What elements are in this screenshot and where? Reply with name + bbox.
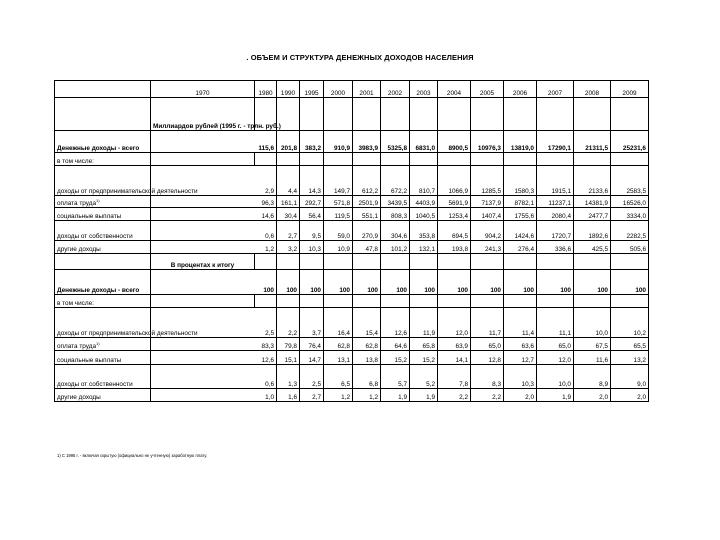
- entrepreneurial-row-pct: [55, 308, 649, 338]
- value-cell: 2,0: [574, 389, 611, 402]
- footnote: 1) С 1995 г. - включая скрытую (официально не учтенную) заработную плату.: [57, 453, 208, 458]
- value-cell: 100: [504, 270, 537, 295]
- value-cell: 2,2: [277, 308, 300, 338]
- value-cell: 12,0: [438, 308, 471, 338]
- value-cell: 1285,5: [471, 166, 504, 196]
- row-label: [55, 351, 151, 365]
- value-cell: 0,6: [151, 365, 277, 389]
- value-cell: 2477,7: [574, 208, 611, 221]
- value-cell: 3,2: [277, 241, 300, 254]
- value-cell: 1720,7: [537, 221, 574, 241]
- year-header: 2009: [611, 81, 649, 98]
- value-cell: 1424,6: [504, 221, 537, 241]
- value-cell: 56,4: [300, 208, 324, 221]
- row-label-text: другие доходы: [57, 246, 101, 253]
- value-cell: 96,3: [151, 196, 277, 208]
- value-cell: 6831,0: [410, 131, 438, 153]
- value-cell: 161,1: [277, 196, 300, 208]
- value-cell: 25231,6: [611, 131, 649, 153]
- value-cell: 1,6: [277, 389, 300, 402]
- value-cell: 292,7: [300, 196, 324, 208]
- year-header: 2001: [353, 81, 381, 98]
- empty-cell: [471, 98, 504, 131]
- value-cell: 13819,0: [504, 131, 537, 153]
- value-cell: 241,3: [471, 241, 504, 254]
- value-cell: 1,0: [151, 389, 277, 402]
- row-label-text: Денежные доходы - всего: [57, 287, 140, 294]
- value-cell: 100: [438, 270, 471, 295]
- value-cell: 2,0: [611, 389, 649, 402]
- empty-cell: [438, 153, 471, 166]
- social-row-abs: [55, 208, 649, 221]
- year-header-row: [55, 81, 649, 98]
- empty-cell: [55, 81, 151, 98]
- value-cell: 13,8: [353, 351, 381, 365]
- empty-cell: [277, 295, 300, 308]
- value-cell: 64,6: [381, 338, 410, 351]
- row-label: [55, 308, 198, 338]
- other-row-pct: [55, 389, 649, 402]
- row-label: [55, 196, 151, 208]
- empty-cell: [537, 295, 574, 308]
- value-cell: 5,7: [381, 365, 410, 389]
- value-cell: 17290,1: [537, 131, 574, 153]
- value-cell: 672,2: [381, 166, 410, 196]
- empty-cell: [504, 254, 537, 270]
- value-cell: 2133,6: [574, 166, 611, 196]
- social-row-pct: [55, 351, 649, 365]
- row-label: [55, 131, 151, 153]
- value-cell: 6,5: [324, 365, 353, 389]
- value-cell: 15,2: [410, 351, 438, 365]
- value-cell: 353,8: [410, 221, 438, 241]
- value-cell: 2282,5: [611, 221, 649, 241]
- empty-cell: [381, 153, 410, 166]
- value-cell: 16526,0: [611, 196, 649, 208]
- empty-cell: [255, 254, 277, 270]
- empty-cell: [353, 295, 381, 308]
- value-cell: 100: [471, 270, 504, 295]
- empty-cell: [410, 153, 438, 166]
- year-header: 2000: [324, 81, 353, 98]
- value-cell: 9,5: [300, 221, 324, 241]
- value-cell: 1,2: [151, 241, 277, 254]
- value-cell: 571,8: [324, 196, 353, 208]
- year-header: 2008: [574, 81, 611, 98]
- row-label-text: социальные выплаты: [57, 357, 122, 364]
- value-cell: 1,9: [537, 389, 574, 402]
- empty-cell: [438, 254, 471, 270]
- row-label-text: оплата труда: [57, 200, 97, 207]
- unit-row-1: [55, 98, 649, 131]
- value-cell: 14,6: [151, 208, 277, 221]
- value-cell: 1407,4: [471, 208, 504, 221]
- year-header: 2002: [381, 81, 410, 98]
- in-that-number-row-2-label: в том числе:: [55, 295, 151, 308]
- value-cell: 1,3: [277, 365, 300, 389]
- value-cell: 5,2: [410, 365, 438, 389]
- value-cell: 0,6: [151, 221, 277, 241]
- in-that-number-row-1: [55, 153, 649, 166]
- wages-row-abs: [55, 196, 649, 208]
- unit-label: В процентах к итогу: [151, 254, 255, 270]
- empty-cell: [504, 98, 537, 131]
- in-that-number-row-2: [55, 295, 649, 308]
- empty-cell: [300, 98, 324, 131]
- page-title: . ОБЪЕМ И СТРУКТУРА ДЕНЕЖНЫХ ДОХОДОВ НАСЕЛЕНИЯ: [246, 53, 474, 62]
- value-cell: 3,7: [300, 308, 324, 338]
- in-that-number-row-1-label: в том числе:: [55, 153, 151, 166]
- other-row-abs: [55, 241, 649, 254]
- value-cell: 11,9: [410, 308, 438, 338]
- value-cell: 10,9: [324, 241, 353, 254]
- value-cell: 10,0: [574, 308, 611, 338]
- value-cell: 612,2: [353, 166, 381, 196]
- value-cell: 1,2: [353, 389, 381, 402]
- value-cell: 7137,9: [471, 196, 504, 208]
- value-cell: 1,9: [410, 389, 438, 402]
- value-cell: 1892,6: [574, 221, 611, 241]
- wages-row-pct: [55, 338, 649, 351]
- value-cell: 115,6: [151, 131, 277, 153]
- empty-cell: [471, 153, 504, 166]
- year-header: 1995: [300, 81, 324, 98]
- value-cell: 101,2: [381, 241, 410, 254]
- empty-cell: [438, 98, 471, 131]
- value-cell: 21311,5: [574, 131, 611, 153]
- value-cell: 10,3: [300, 241, 324, 254]
- value-cell: 11,6: [574, 351, 611, 365]
- footnote-marker: 1): [96, 340, 100, 346]
- value-cell: 100: [151, 270, 277, 295]
- value-cell: 65,8: [410, 338, 438, 351]
- value-cell: 8,9: [574, 365, 611, 389]
- total-row-abs: [55, 131, 649, 153]
- value-cell: 3439,5: [381, 196, 410, 208]
- empty-cell: [151, 153, 255, 166]
- value-cell: 9,0: [611, 365, 649, 389]
- value-cell: 62,8: [353, 338, 381, 351]
- empty-cell: [574, 98, 611, 131]
- empty-cell: [574, 153, 611, 166]
- row-label: [55, 241, 151, 254]
- value-cell: 7,8: [438, 365, 471, 389]
- row-label-text: оплата труда: [57, 343, 97, 350]
- value-cell: 904,2: [471, 221, 504, 241]
- value-cell: 551,1: [353, 208, 381, 221]
- empty-cell: [381, 254, 410, 270]
- value-cell: 119,5: [324, 208, 353, 221]
- row-label: [55, 389, 151, 402]
- value-cell: 193,8: [438, 241, 471, 254]
- value-cell: 15,2: [381, 351, 410, 365]
- empty-cell: [471, 254, 504, 270]
- empty-cell: [55, 254, 151, 270]
- property-row-pct: [55, 365, 649, 389]
- value-cell: 47,8: [353, 241, 381, 254]
- value-cell: 11,1: [537, 308, 574, 338]
- row-label-text: доходы от предпринимательской деятельности: [57, 188, 198, 195]
- value-cell: 10,2: [611, 308, 649, 338]
- property-row-abs: [55, 221, 649, 241]
- value-cell: 8782,1: [504, 196, 537, 208]
- value-cell: 1,2: [324, 389, 353, 402]
- row-label-text: социальные выплаты: [57, 213, 122, 220]
- value-cell: 100: [611, 270, 649, 295]
- empty-cell: [611, 98, 649, 131]
- value-cell: 12,7: [504, 351, 537, 365]
- empty-cell: [255, 295, 277, 308]
- year-header: 1970: [151, 81, 255, 98]
- value-cell: 1,9: [381, 389, 410, 402]
- row-label-text: доходы от собственности: [57, 233, 133, 240]
- row-label-text: доходы от собственности: [57, 381, 133, 388]
- empty-cell: [611, 254, 649, 270]
- value-cell: 67,5: [574, 338, 611, 351]
- empty-cell: [504, 295, 537, 308]
- empty-cell: [277, 153, 300, 166]
- value-cell: 2080,4: [537, 208, 574, 221]
- value-cell: 65,0: [471, 338, 504, 351]
- value-cell: 10976,3: [471, 131, 504, 153]
- value-cell: 59,0: [324, 221, 353, 241]
- value-cell: 100: [277, 270, 300, 295]
- value-cell: 270,9: [353, 221, 381, 241]
- empty-cell: [300, 295, 324, 308]
- empty-cell: [324, 153, 353, 166]
- value-cell: 6,8: [353, 365, 381, 389]
- value-cell: 100: [537, 270, 574, 295]
- row-label: [55, 365, 151, 389]
- row-label: [55, 270, 151, 295]
- value-cell: 4,4: [277, 166, 300, 196]
- value-cell: 15,4: [353, 308, 381, 338]
- value-cell: 5691,9: [438, 196, 471, 208]
- value-cell: 65,0: [537, 338, 574, 351]
- value-cell: 276,4: [504, 241, 537, 254]
- empty-cell: [611, 295, 649, 308]
- value-cell: 1755,6: [504, 208, 537, 221]
- empty-cell: [438, 295, 471, 308]
- empty-cell: [410, 254, 438, 270]
- total-row-pct: [55, 270, 649, 295]
- unit-label: Миллиардов рублей (1995 г. - трлн. руб.): [151, 98, 255, 131]
- value-cell: 11237,1: [537, 196, 574, 208]
- value-cell: 2,7: [277, 221, 300, 241]
- empty-cell: [381, 295, 410, 308]
- row-label-text: Денежные доходы - всего: [57, 145, 140, 152]
- empty-cell: [471, 295, 504, 308]
- empty-cell: [381, 98, 410, 131]
- value-cell: 2,7: [300, 389, 324, 402]
- unit-row-2: [55, 254, 649, 270]
- value-cell: 149,7: [324, 166, 353, 196]
- value-cell: 10,0: [537, 365, 574, 389]
- value-cell: 65,5: [611, 338, 649, 351]
- value-cell: 62,8: [324, 338, 353, 351]
- value-cell: 910,9: [324, 131, 353, 153]
- value-cell: 810,7: [410, 166, 438, 196]
- value-cell: 383,2: [300, 131, 324, 153]
- value-cell: 12,0: [537, 351, 574, 365]
- value-cell: 100: [353, 270, 381, 295]
- empty-cell: [324, 295, 353, 308]
- value-cell: 2583,5: [611, 166, 649, 196]
- empty-cell: [537, 254, 574, 270]
- value-cell: 100: [574, 270, 611, 295]
- row-label: [55, 208, 151, 221]
- empty-cell: [353, 153, 381, 166]
- value-cell: 1915,1: [537, 166, 574, 196]
- value-cell: 100: [324, 270, 353, 295]
- year-header: 2007: [537, 81, 574, 98]
- empty-cell: [151, 295, 255, 308]
- income-table: [54, 80, 649, 402]
- value-cell: 63,9: [438, 338, 471, 351]
- value-cell: 2,5: [300, 365, 324, 389]
- value-cell: 4403,9: [410, 196, 438, 208]
- empty-cell: [537, 153, 574, 166]
- year-header: 1980: [255, 81, 277, 98]
- value-cell: 304,6: [381, 221, 410, 241]
- empty-cell: [504, 153, 537, 166]
- value-cell: 2,9: [151, 166, 277, 196]
- year-header: 1990: [277, 81, 300, 98]
- value-cell: 505,6: [611, 241, 649, 254]
- row-label-text: доходы от предпринимательской деятельности: [57, 330, 198, 337]
- value-cell: 1066,9: [438, 166, 471, 196]
- value-cell: 100: [381, 270, 410, 295]
- value-cell: 2,2: [471, 389, 504, 402]
- value-cell: 13,2: [611, 351, 649, 365]
- row-label: [55, 338, 151, 351]
- empty-cell: [574, 295, 611, 308]
- value-cell: 8,3: [471, 365, 504, 389]
- value-cell: 1253,4: [438, 208, 471, 221]
- value-cell: 16,4: [324, 308, 353, 338]
- value-cell: 5325,8: [381, 131, 410, 153]
- empty-cell: [410, 295, 438, 308]
- year-header: 2004: [438, 81, 471, 98]
- value-cell: 132,1: [410, 241, 438, 254]
- value-cell: 2,0: [504, 389, 537, 402]
- empty-cell: [611, 153, 649, 166]
- value-cell: 1040,5: [410, 208, 438, 221]
- value-cell: 11,4: [504, 308, 537, 338]
- empty-cell: [300, 254, 324, 270]
- value-cell: 12,6: [381, 308, 410, 338]
- value-cell: 3983,9: [353, 131, 381, 153]
- empty-cell: [255, 153, 277, 166]
- value-cell: 30,4: [277, 208, 300, 221]
- value-cell: 425,5: [574, 241, 611, 254]
- row-label: [55, 221, 151, 241]
- value-cell: 100: [410, 270, 438, 295]
- value-cell: 10,3: [504, 365, 537, 389]
- empty-cell: [300, 153, 324, 166]
- empty-cell: [353, 254, 381, 270]
- year-header: 2005: [471, 81, 504, 98]
- empty-cell: [55, 98, 151, 131]
- value-cell: 2,5: [151, 308, 277, 338]
- value-cell: 2,2: [438, 389, 471, 402]
- value-cell: 694,5: [438, 221, 471, 241]
- value-cell: 83,3: [151, 338, 277, 351]
- row-label: [55, 166, 198, 196]
- value-cell: 13,1: [324, 351, 353, 365]
- value-cell: 1580,3: [504, 166, 537, 196]
- value-cell: 336,6: [537, 241, 574, 254]
- value-cell: 14,3: [300, 166, 324, 196]
- footnote-marker: 1): [96, 197, 100, 203]
- value-cell: 12,8: [471, 351, 504, 365]
- value-cell: 14381,9: [574, 196, 611, 208]
- value-cell: 12,6: [151, 351, 277, 365]
- value-cell: 14,1: [438, 351, 471, 365]
- value-cell: 15,1: [277, 351, 300, 365]
- value-cell: 79,8: [277, 338, 300, 351]
- value-cell: 2501,9: [353, 196, 381, 208]
- value-cell: 808,3: [381, 208, 410, 221]
- year-header: 2003: [410, 81, 438, 98]
- row-label-text: другие доходы: [57, 394, 101, 401]
- value-cell: 11,7: [471, 308, 504, 338]
- empty-cell: [537, 98, 574, 131]
- entrepreneurial-row-abs: [55, 166, 649, 196]
- year-header: 2006: [504, 81, 537, 98]
- empty-cell: [353, 98, 381, 131]
- empty-cell: [324, 254, 353, 270]
- empty-cell: [574, 254, 611, 270]
- value-cell: 8900,5: [438, 131, 471, 153]
- empty-cell: [277, 254, 300, 270]
- value-cell: 3334,0: [611, 208, 649, 221]
- value-cell: 76,4: [300, 338, 324, 351]
- value-cell: 14,7: [300, 351, 324, 365]
- empty-cell: [324, 98, 353, 131]
- value-cell: 63,6: [504, 338, 537, 351]
- empty-cell: [410, 98, 438, 131]
- value-cell: 201,8: [277, 131, 300, 153]
- value-cell: 100: [300, 270, 324, 295]
